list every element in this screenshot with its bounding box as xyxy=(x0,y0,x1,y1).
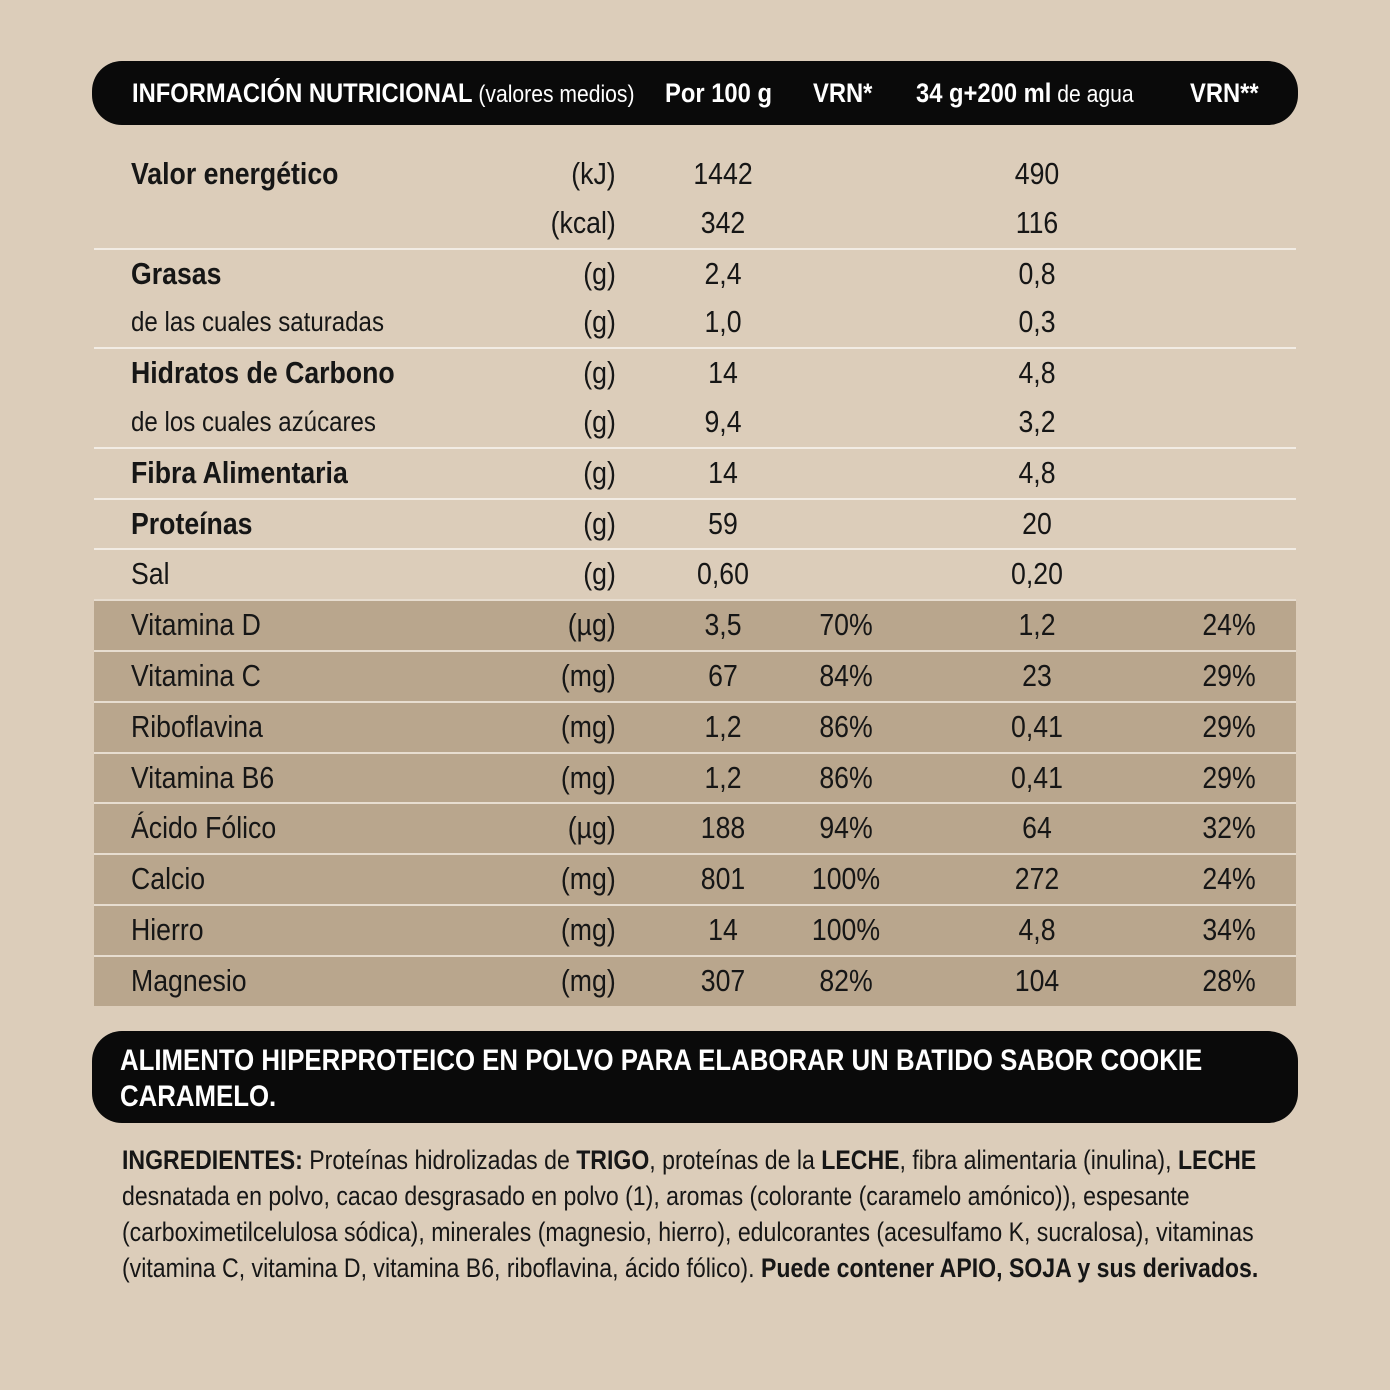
table-row xyxy=(94,347,1296,398)
value-serving: 64 xyxy=(1022,810,1052,846)
nutrient-unit: (mg) xyxy=(561,657,616,693)
vrn-serving: 29% xyxy=(1202,708,1256,744)
value-per100: 14 xyxy=(708,454,738,490)
nutrient-name: Magnesio xyxy=(131,962,247,998)
nutrient-name: de los cuales azúcares xyxy=(131,405,376,437)
table-row xyxy=(94,498,1296,549)
value-per100: 307 xyxy=(700,962,746,998)
value-serving: 0,41 xyxy=(1011,708,1063,744)
ingredients-text: INGREDIENTES: Proteínas hidrolizadas de TRIGO, proteínas de la LECHE, fibra alimentaria (inulina), LECHE desnatada en polvo, cacao desgrasado en polvo (1), aromas (colorante (caramelo amónico)), espesante (carboximetilcelulosa sódica), minerales (magnesio, hierro), edulcorantes (acesulfamo K, sucralosa), vitaminas (vitamina C, vitamina D, vitamina B6, riboflavina, ácido fólico). Puede contener APIO, SOJA y sus derivados. xyxy=(122,1145,1259,1283)
value-serving: 0,8 xyxy=(1018,255,1056,291)
vrn-serving: 28% xyxy=(1202,962,1256,998)
nutrient-name: Vitamina C xyxy=(131,657,261,693)
table-row xyxy=(94,599,1296,650)
nutrient-unit: (g) xyxy=(583,556,616,592)
nutrition-header-bar xyxy=(92,61,1298,125)
vrn-per100: 70% xyxy=(819,607,873,643)
allergen-milk: LECHE xyxy=(1177,1145,1257,1175)
value-serving: 0,20 xyxy=(1011,556,1063,592)
value-per100: 9,4 xyxy=(704,403,742,439)
nutrient-name: Sal xyxy=(131,556,170,592)
column-header-serving: 34 g+200 ml de agua xyxy=(916,78,1134,108)
table-row xyxy=(94,853,1296,904)
allergen-milk: LECHE xyxy=(821,1145,900,1175)
vrn-per100: 86% xyxy=(819,759,873,795)
table-row xyxy=(94,904,1296,955)
nutrient-unit: (g) xyxy=(583,304,616,340)
column-header-vrn: VRN* xyxy=(813,78,873,108)
value-per100: 3,5 xyxy=(704,607,742,643)
nutrient-unit: (mg) xyxy=(561,911,616,947)
allergen-wheat: TRIGO xyxy=(576,1145,650,1175)
product-description-bar xyxy=(92,1031,1298,1123)
vrn-per100: 100% xyxy=(811,861,881,897)
value-per100: 67 xyxy=(708,657,738,693)
nutrient-name: Ácido Fólico xyxy=(131,810,277,846)
value-serving: 1,2 xyxy=(1018,607,1056,643)
table-row xyxy=(94,398,1296,447)
value-serving: 4,8 xyxy=(1018,911,1056,947)
nutrient-unit: (kJ) xyxy=(571,156,616,191)
value-serving: 20 xyxy=(1022,505,1052,541)
table-row xyxy=(94,701,1296,752)
vrn-per100: 86% xyxy=(819,708,873,744)
value-per100: 801 xyxy=(700,861,746,897)
nutrient-name: Grasas xyxy=(131,255,222,291)
product-description: ALIMENTO HIPERPROTEICO EN POLVO PARA ELABORAR UN BATIDO SABOR COOKIE CARAMELO. xyxy=(120,1044,1203,1113)
ingredients-label: INGREDIENTES: xyxy=(122,1145,303,1175)
nutrient-name: de las cuales saturadas xyxy=(131,306,385,338)
nutrient-unit: (µg) xyxy=(568,810,616,846)
value-serving: 23 xyxy=(1022,657,1052,693)
vrn-per100: 82% xyxy=(819,962,873,998)
nutrient-unit: (mg) xyxy=(561,962,616,998)
table-row xyxy=(94,447,1296,498)
nutrition-title: INFORMACIÓN NUTRICIONAL (valores medios) xyxy=(132,78,635,108)
nutrient-name: Valor energético xyxy=(131,156,339,191)
value-serving: 104 xyxy=(1014,962,1060,998)
table-row xyxy=(94,248,1296,299)
vrn-serving: 34% xyxy=(1202,911,1256,947)
column-header-per100: Por 100 g xyxy=(665,78,772,108)
vrn-serving: 29% xyxy=(1202,759,1256,795)
value-per100: 1,2 xyxy=(704,759,742,795)
table-row xyxy=(94,150,1296,199)
nutrient-unit: (g) xyxy=(583,454,616,490)
nutrient-unit: (g) xyxy=(583,355,616,391)
column-header-vrn-serving: VRN** xyxy=(1190,78,1259,108)
value-per100: 1442 xyxy=(693,156,753,191)
nutrition-table xyxy=(94,150,1296,1006)
value-per100: 14 xyxy=(708,355,738,391)
nutrient-unit: (g) xyxy=(583,255,616,291)
nutrient-unit: (µg) xyxy=(568,607,616,643)
value-serving: 490 xyxy=(1014,156,1060,191)
table-row xyxy=(94,955,1296,1006)
nutrient-unit: (kcal) xyxy=(550,204,616,240)
nutrient-unit: (g) xyxy=(583,403,616,439)
table-row xyxy=(94,650,1296,701)
vrn-serving: 24% xyxy=(1202,861,1256,897)
value-serving: 3,2 xyxy=(1018,403,1056,439)
value-per100: 2,4 xyxy=(704,255,742,291)
nutrient-name: Vitamina B6 xyxy=(131,759,275,795)
value-per100: 342 xyxy=(700,204,746,240)
value-serving: 272 xyxy=(1014,861,1060,897)
vrn-serving: 29% xyxy=(1202,657,1256,693)
table-row xyxy=(94,752,1296,803)
value-serving: 4,8 xyxy=(1018,454,1056,490)
value-serving: 116 xyxy=(1015,204,1059,240)
value-per100: 188 xyxy=(700,810,746,846)
nutrient-name: Calcio xyxy=(131,861,206,897)
vrn-serving: 32% xyxy=(1202,810,1256,846)
nutrient-name: Proteínas xyxy=(131,505,253,541)
vrn-per100: 84% xyxy=(819,657,873,693)
table-row xyxy=(94,298,1296,347)
value-serving: 0,41 xyxy=(1011,759,1063,795)
value-per100: 0,60 xyxy=(697,556,749,592)
value-per100: 59 xyxy=(708,505,738,541)
table-row xyxy=(94,802,1296,853)
value-serving: 0,3 xyxy=(1018,304,1056,340)
nutrient-name: Hierro xyxy=(131,911,204,947)
nutrient-unit: (mg) xyxy=(561,708,616,744)
value-per100: 1,0 xyxy=(704,304,742,340)
nutrient-name: Hidratos de Carbono xyxy=(131,355,395,391)
nutrient-unit: (mg) xyxy=(561,759,616,795)
allergen-warning: Puede contener APIO, SOJA y sus derivados. xyxy=(760,1253,1259,1283)
value-per100: 14 xyxy=(708,911,738,947)
nutrient-unit: (g) xyxy=(583,505,616,541)
nutrient-unit: (mg) xyxy=(561,861,616,897)
nutrient-name: Riboflavina xyxy=(131,708,263,744)
vrn-per100: 94% xyxy=(819,810,873,846)
table-row xyxy=(94,199,1296,248)
table-row xyxy=(94,548,1296,599)
value-per100: 1,2 xyxy=(704,708,742,744)
vrn-per100: 100% xyxy=(811,911,881,947)
nutrient-name: Fibra Alimentaria xyxy=(131,454,348,490)
value-serving: 4,8 xyxy=(1018,355,1056,391)
nutrient-name: Vitamina D xyxy=(131,607,261,643)
vrn-serving: 24% xyxy=(1202,607,1256,643)
